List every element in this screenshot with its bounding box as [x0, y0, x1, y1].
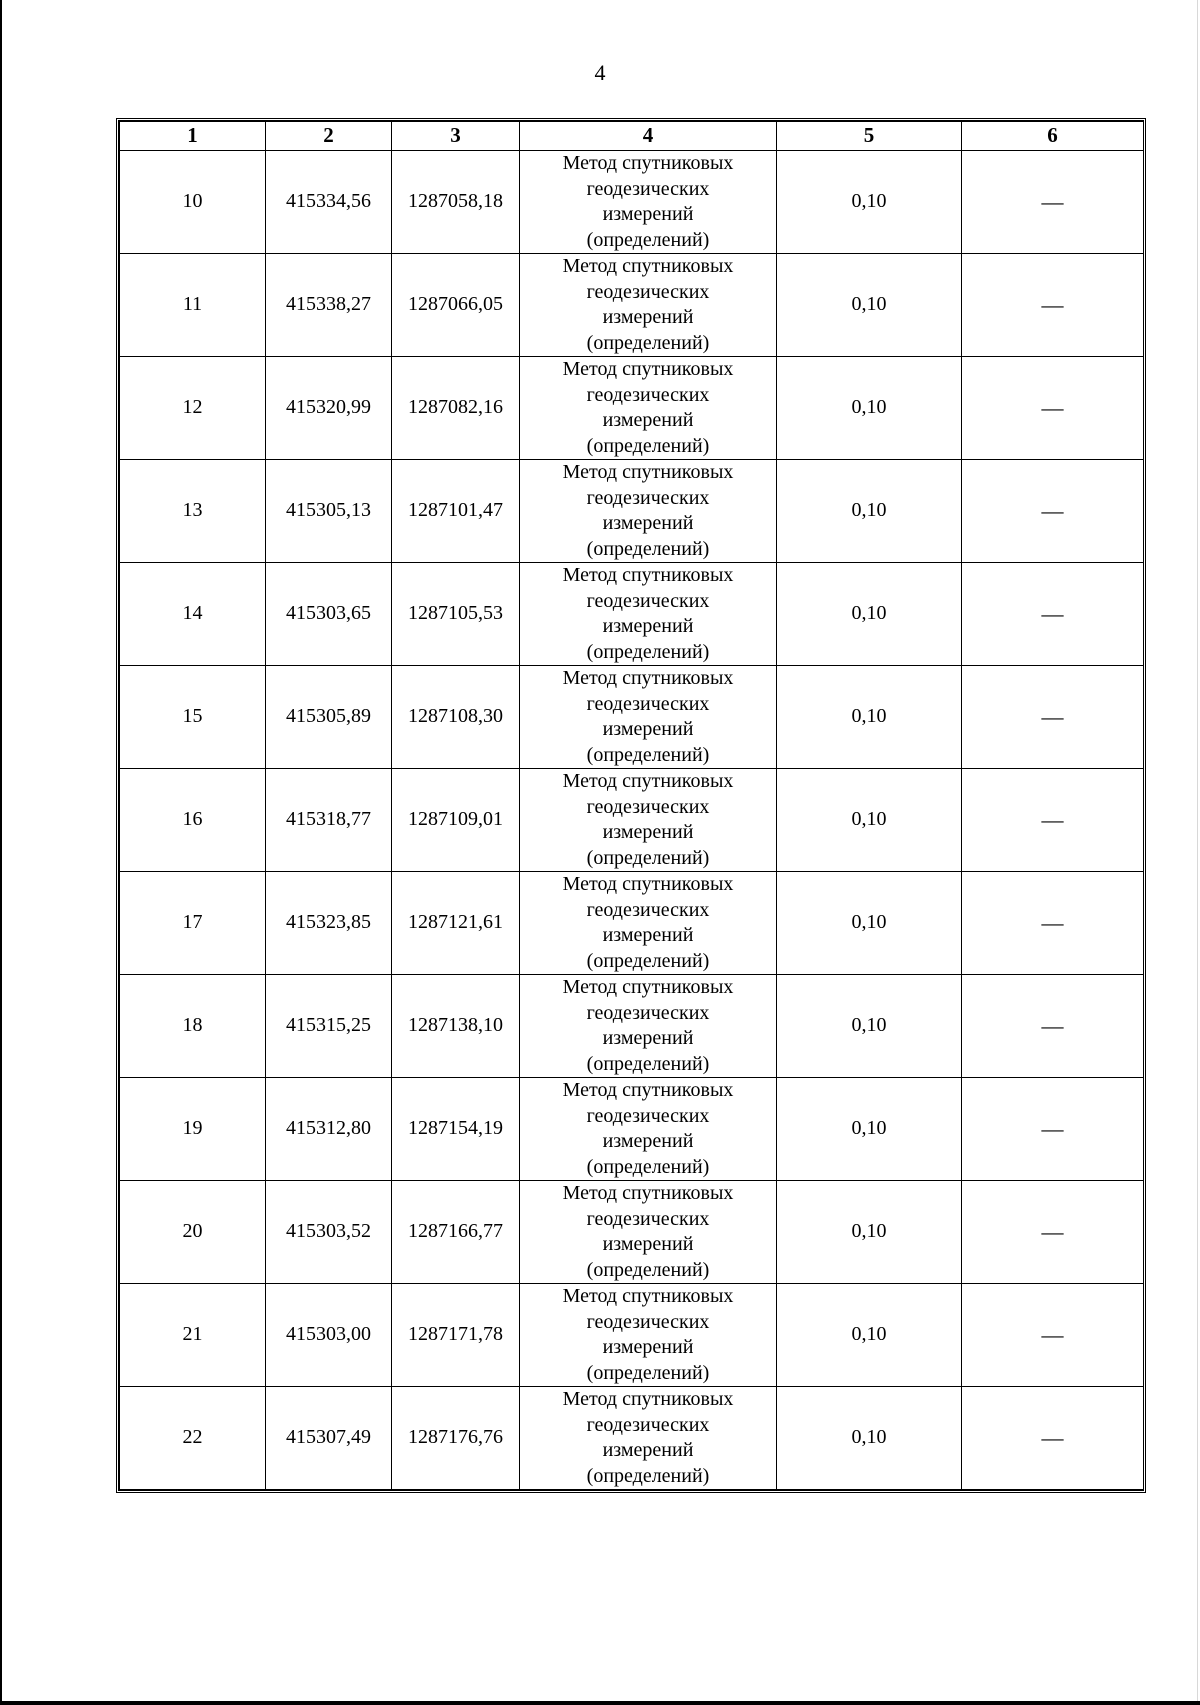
header-col-6: 6 — [962, 122, 1144, 151]
method-line: Метод спутниковых — [562, 1079, 734, 1101]
coordinate-y-cell: 1287121,61 — [392, 872, 520, 975]
table-row — [120, 872, 1144, 975]
page-number — [0, 60, 1200, 86]
method-line: (определений) — [586, 228, 710, 251]
header-col-1: 1 — [120, 122, 266, 151]
coordinate-x-cell: 415307,49 — [266, 1387, 392, 1490]
method-line: Метод спутниковых — [562, 1285, 734, 1307]
description-cell: — — [962, 254, 1144, 357]
accuracy-cell: 0,10 — [777, 1284, 962, 1387]
coordinate-y-cell: 1287176,76 — [392, 1387, 520, 1490]
description-cell: — — [962, 975, 1144, 1078]
coordinate-x-cell: 415305,89 — [266, 666, 392, 769]
coordinate-x-cell: 415303,65 — [266, 563, 392, 666]
coordinate-x-cell: 415318,77 — [266, 769, 392, 872]
method-line: (определений) — [586, 640, 710, 663]
method-line: Метод спутниковых — [562, 358, 734, 380]
method-line: Метод спутниковых — [562, 1388, 734, 1410]
point-number-cell: 12 — [120, 357, 266, 460]
table-row — [120, 1078, 1144, 1181]
method-line: геодезических — [586, 177, 710, 200]
coordinate-x-cell: 415334,56 — [266, 151, 392, 254]
accuracy-cell: 0,10 — [777, 975, 962, 1078]
point-number-cell: 11 — [120, 254, 266, 357]
method-line: геодезических — [586, 1207, 710, 1230]
method-line: Метод спутниковых — [562, 770, 734, 792]
method-line: измерений — [602, 615, 694, 637]
point-number-cell: 21 — [120, 1284, 266, 1387]
point-number-cell: 20 — [120, 1181, 266, 1284]
method-line: геодезических — [586, 383, 710, 406]
point-number-cell: 15 — [120, 666, 266, 769]
method-line: измерений — [602, 1130, 694, 1152]
method-line: геодезических — [586, 898, 710, 921]
accuracy-cell: 0,10 — [777, 769, 962, 872]
method-line: измерений — [602, 512, 694, 534]
method-cell — [520, 151, 777, 254]
method-cell — [520, 1078, 777, 1181]
table-row — [120, 975, 1144, 1078]
coordinate-x-cell: 415312,80 — [266, 1078, 392, 1181]
description-cell: — — [962, 769, 1144, 872]
method-line: (определений) — [586, 949, 710, 972]
table-body — [120, 151, 1144, 1490]
accuracy-cell: 0,10 — [777, 151, 962, 254]
header-col-3: 3 — [392, 122, 520, 151]
method-line: Метод спутниковых — [562, 564, 734, 586]
method-line: (определений) — [586, 1052, 710, 1075]
point-number-cell: 16 — [120, 769, 266, 872]
method-line: измерений — [602, 924, 694, 946]
coordinate-y-cell: 1287066,05 — [392, 254, 520, 357]
point-number-cell: 17 — [120, 872, 266, 975]
method-cell — [520, 872, 777, 975]
method-line: измерений — [602, 1336, 694, 1358]
accuracy-cell: 0,10 — [777, 1387, 962, 1490]
accuracy-cell: 0,10 — [777, 357, 962, 460]
method-line: (определений) — [586, 331, 710, 354]
method-cell — [520, 1284, 777, 1387]
description-cell: — — [962, 151, 1144, 254]
method-line: измерений — [602, 306, 694, 328]
method-line: (определений) — [586, 1361, 710, 1384]
table-row — [120, 1387, 1144, 1490]
point-number-cell: 13 — [120, 460, 266, 563]
method-cell — [520, 666, 777, 769]
coordinate-x-cell: 415320,99 — [266, 357, 392, 460]
coordinate-x-cell: 415338,27 — [266, 254, 392, 357]
method-line: (определений) — [586, 743, 710, 766]
scan-edge-bottom — [0, 1701, 1200, 1705]
description-cell: — — [962, 1387, 1144, 1490]
method-line: измерений — [602, 1027, 694, 1049]
method-line: Метод спутниковых — [562, 152, 734, 174]
coordinate-y-cell: 1287109,01 — [392, 769, 520, 872]
accuracy-cell: 0,10 — [777, 1181, 962, 1284]
method-cell — [520, 460, 777, 563]
accuracy-cell: 0,10 — [777, 666, 962, 769]
description-cell: — — [962, 460, 1144, 563]
coordinate-y-cell: 1287058,18 — [392, 151, 520, 254]
method-line: (определений) — [586, 434, 710, 457]
table-row — [120, 563, 1144, 666]
table-row — [120, 1181, 1144, 1284]
coordinate-y-cell: 1287171,78 — [392, 1284, 520, 1387]
header-col-4: 4 — [520, 122, 777, 151]
coordinate-x-cell: 415315,25 — [266, 975, 392, 1078]
description-cell: — — [962, 563, 1144, 666]
description-cell: — — [962, 872, 1144, 975]
coordinate-y-cell: 1287082,16 — [392, 357, 520, 460]
method-cell — [520, 769, 777, 872]
method-line: Метод спутниковых — [562, 1182, 734, 1204]
coordinate-y-cell: 1287166,77 — [392, 1181, 520, 1284]
method-line: Метод спутниковых — [562, 976, 734, 998]
coordinate-y-cell: 1287101,47 — [392, 460, 520, 563]
method-line: геодезических — [586, 692, 710, 715]
page-number-text: 4 — [594, 60, 606, 85]
method-line: геодезических — [586, 589, 710, 612]
coordinate-x-cell: 415305,13 — [266, 460, 392, 563]
coordinate-y-cell: 1287138,10 — [392, 975, 520, 1078]
point-number-cell: 14 — [120, 563, 266, 666]
method-line: измерений — [602, 821, 694, 843]
table-row — [120, 1284, 1144, 1387]
method-line: Метод спутниковых — [562, 667, 734, 689]
coordinate-x-cell: 415303,52 — [266, 1181, 392, 1284]
table-header-row — [120, 122, 1144, 151]
method-line: измерений — [602, 409, 694, 431]
coordinate-y-cell: 1287105,53 — [392, 563, 520, 666]
description-cell: — — [962, 1284, 1144, 1387]
description-cell: — — [962, 357, 1144, 460]
table-row — [120, 151, 1144, 254]
method-cell — [520, 254, 777, 357]
scan-edge-left — [0, 0, 2, 1705]
scan-edge-right — [1197, 0, 1198, 1705]
method-line: геодезических — [586, 795, 710, 818]
method-line: (определений) — [586, 1258, 710, 1281]
method-cell — [520, 975, 777, 1078]
method-line: Метод спутниковых — [562, 461, 734, 483]
table-row — [120, 254, 1144, 357]
description-cell: — — [962, 1078, 1144, 1181]
header-col-2: 2 — [266, 122, 392, 151]
method-line: (определений) — [586, 1155, 710, 1178]
method-line: Метод спутниковых — [562, 873, 734, 895]
method-line: геодезических — [586, 1104, 710, 1127]
method-line: измерений — [602, 1439, 694, 1461]
coordinates-table-frame — [116, 118, 1146, 1493]
method-line: геодезических — [586, 1001, 710, 1024]
accuracy-cell: 0,10 — [777, 563, 962, 666]
coordinate-x-cell: 415323,85 — [266, 872, 392, 975]
method-line: (определений) — [586, 846, 710, 869]
method-line: измерений — [602, 718, 694, 740]
method-line: геодезических — [586, 486, 710, 509]
coordinate-x-cell: 415303,00 — [266, 1284, 392, 1387]
coordinates-table — [119, 121, 1144, 1490]
accuracy-cell: 0,10 — [777, 872, 962, 975]
accuracy-cell: 0,10 — [777, 254, 962, 357]
method-line: измерений — [602, 203, 694, 225]
coordinate-y-cell: 1287108,30 — [392, 666, 520, 769]
method-line: измерений — [602, 1233, 694, 1255]
description-cell: — — [962, 666, 1144, 769]
method-line: Метод спутниковых — [562, 255, 734, 277]
point-number-cell: 18 — [120, 975, 266, 1078]
header-col-5: 5 — [777, 122, 962, 151]
table-row — [120, 769, 1144, 872]
point-number-cell: 22 — [120, 1387, 266, 1490]
method-line: (определений) — [586, 1464, 710, 1487]
point-number-cell: 10 — [120, 151, 266, 254]
table-row — [120, 357, 1144, 460]
method-line: геодезических — [586, 1413, 710, 1436]
coordinate-y-cell: 1287154,19 — [392, 1078, 520, 1181]
method-cell — [520, 563, 777, 666]
description-cell: — — [962, 1181, 1144, 1284]
method-line: геодезических — [586, 280, 710, 303]
table-row — [120, 666, 1144, 769]
method-cell — [520, 1387, 777, 1490]
accuracy-cell: 0,10 — [777, 460, 962, 563]
point-number-cell: 19 — [120, 1078, 266, 1181]
method-line: геодезических — [586, 1310, 710, 1333]
table-row — [120, 460, 1144, 563]
method-line: (определений) — [586, 537, 710, 560]
method-cell — [520, 1181, 777, 1284]
method-cell — [520, 357, 777, 460]
accuracy-cell: 0,10 — [777, 1078, 962, 1181]
